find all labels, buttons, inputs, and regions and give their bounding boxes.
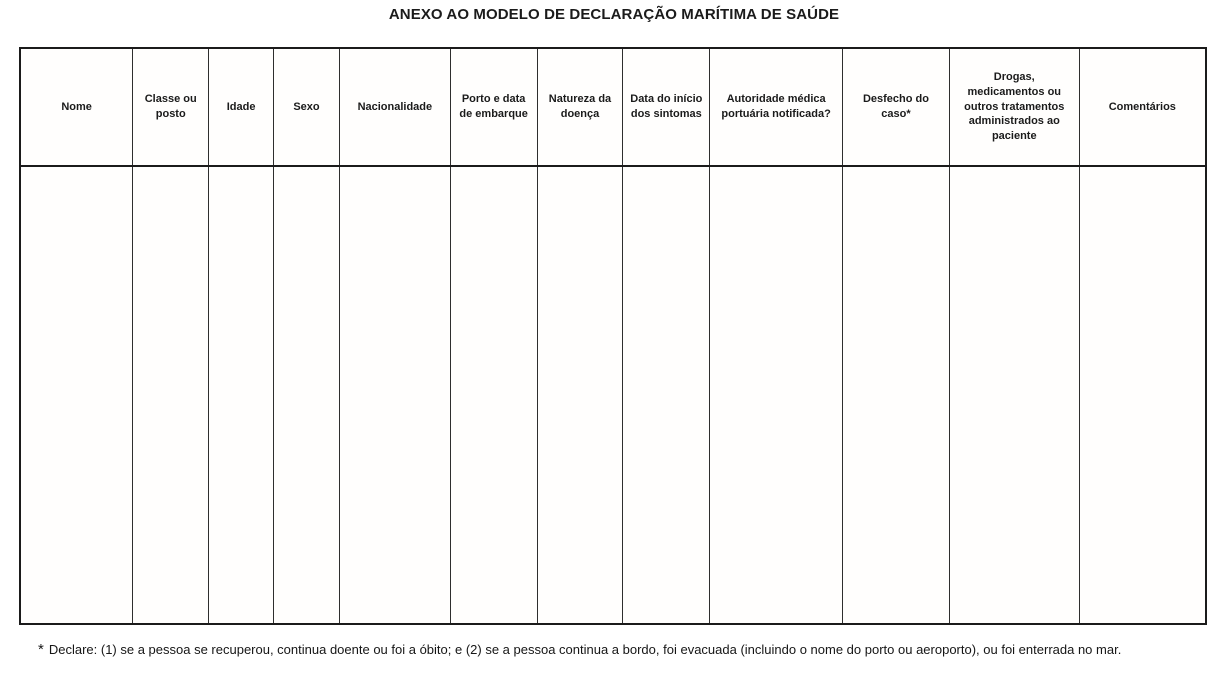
empty-cell-sexo bbox=[274, 166, 340, 624]
empty-cell-natureza-da-doenca bbox=[537, 166, 623, 624]
footnote-asterisk: * bbox=[38, 641, 44, 658]
column-header-drogas-medicamentos-tratamentos: Drogas, medicamentos ou outros tratamentos administrados ao paciente bbox=[949, 48, 1079, 166]
empty-cell-classe-ou-posto bbox=[133, 166, 209, 624]
health-declaration-annex-table bbox=[19, 47, 1207, 625]
column-header-sexo: Sexo bbox=[274, 48, 340, 166]
empty-cell-nome bbox=[20, 166, 133, 624]
column-header-comentarios: Comentários bbox=[1079, 48, 1206, 166]
empty-cell-porto-e-data-de-embarque bbox=[450, 166, 537, 624]
column-header-classe-ou-posto: Classe ou posto bbox=[133, 48, 209, 166]
page-title: ANEXO AO MODELO DE DECLARAÇÃO MARÍTIMA DE SAÚDE bbox=[388, 6, 840, 23]
empty-cell-desfecho-do-caso bbox=[843, 166, 950, 624]
column-header-data-do-inicio-dos-sintomas: Data do início dos sintomas bbox=[623, 48, 710, 166]
footnote bbox=[38, 640, 1188, 660]
column-header-idade: Idade bbox=[209, 48, 274, 166]
empty-entry-row bbox=[20, 166, 1206, 624]
footnote-text: Declare: (1) se a pessoa se recuperou, continua doente ou foi a óbito; e (2) se a pessoa continua a bordo, foi evacuada (incluindo o nome do porto ou aeroporto), ou foi enterrada no mar. bbox=[48, 642, 1122, 657]
empty-cell-idade bbox=[209, 166, 274, 624]
column-header-autoridade-medica-portuaria-notificada: Autoridade médica portuária notificada? bbox=[710, 48, 843, 166]
empty-cell-nacionalidade bbox=[339, 166, 450, 624]
column-header-porto-e-data-de-embarque: Porto e data de embarque bbox=[450, 48, 537, 166]
empty-cell-data-do-inicio-dos-sintomas bbox=[623, 166, 710, 624]
empty-cell-comentarios bbox=[1079, 166, 1206, 624]
header-row bbox=[20, 48, 1206, 166]
column-header-nacionalidade: Nacionalidade bbox=[339, 48, 450, 166]
empty-cell-drogas-medicamentos-tratamentos bbox=[949, 166, 1079, 624]
column-header-nome: Nome bbox=[20, 48, 133, 166]
empty-cell-autoridade-medica-portuaria-notificada bbox=[710, 166, 843, 624]
column-header-desfecho-do-caso: Desfecho do caso* bbox=[843, 48, 950, 166]
column-header-natureza-da-doenca: Natureza da doença bbox=[537, 48, 623, 166]
